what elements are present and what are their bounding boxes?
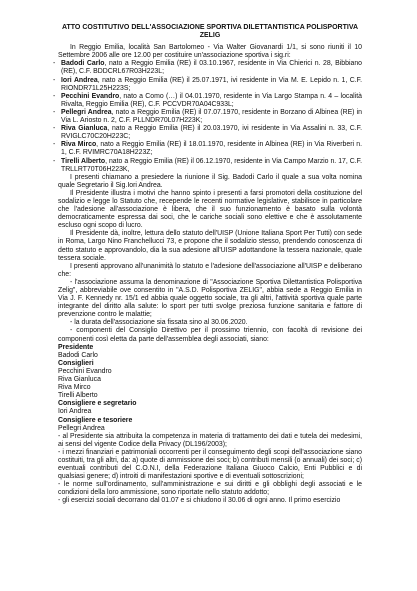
closing-paragraph: - gli esercizi sociali decorrano dal 01.07 e si chiudono il 30.06 di ogni anno. Il primo esercizio — [58, 497, 341, 505]
council-role: Consigliere e segretario — [58, 400, 137, 408]
body-paragraph: - l'associazione assuma la denominazione di "Associazione Sportiva Dilettantistica Polisportiva Zelig", abbreviabile ove consentito in "A.S.D. Polisportiva ZELIG", abbia sede a Reggio Emilia in Via J. F. Kennedy nr. 15/1 ed abbia quale oggetto sociale, tra gli altri, l'attività sportiva quale parte integrante del diritto alla salute: lo sport per tutti svolge preziosa funzione sanitaria e fattore di prevenzione contro le malattie; — [58, 278, 362, 319]
founder-name: Iori Andrea — [61, 76, 98, 84]
body-paragraph: Il Presidente dà, inoltre, lettura dello statuto dell'UISP (Unione Italiana Sport Per Tutti) con sede in Roma, Largo Nino Franchellucci 73, e propone che il sodalizio stesso, prendendo conoscenza di detto statuto e approvandolo, dia la sua adesione all'UISP adottandone la tessera nazionale, quale tessera sociale. — [58, 230, 362, 262]
founder-details: , nato a Reggio Emilia (RE) il 25.07.1971, ivi residente in Via M. E. Lepido n. 1, C.F. RIONDR71L25H223S; — [61, 76, 363, 92]
body-paragraph: I presenti approvano all'unanimità lo statuto e l'adesione dell'associazione all'UISP e deliberano che: — [58, 262, 362, 278]
founder-details: , nato a Reggio Emilia (RE) il 06.12.1970, residente in Via Campo Marzio n. 17, C.F. TRLLRT70T06H223K, — [61, 157, 362, 173]
body-paragraph: - componenti del Consiglio Direttivo per il prossimo triennio, con facoltà di revisione dei componenti così eletta da parte dell'assemblea degli associati, siano: — [58, 327, 362, 343]
closing-paragraph: - le norme sull'ordinamento, sull'amministrazione e sui diritti e gli obblighi degli associati e le condizioni della loro ammissione, sono riportate nello statuto addotto; — [58, 481, 362, 497]
founder-name: Badodi Carlo — [61, 60, 105, 68]
document-title: ATTO COSTITUTIVO DELL'ASSOCIAZIONE SPORTIVA DILETTANTISTICA POLISPORTIVA ZELIG — [61, 24, 359, 40]
founder-item: - Iori Andrea, nato a Reggio Emilia (RE) il 25.07.1971, ivi residente in Via M. E. Lepido n. 1, C.F. RIONDR71L25H223S; — [53, 76, 363, 92]
council-list — [58, 344, 362, 433]
founder-name: Tirelli Alberto — [61, 157, 106, 165]
council-member: Tirelli Alberto — [58, 392, 98, 400]
founder-name: Pecchini Evandro — [61, 92, 120, 100]
founder-item: - Riva Gianluca, nato a Reggio Emilia (RE) il 20.03.1970, ivi residente in Via Assalini n. 33, C.F. RVIGLC70C20H223C; — [53, 125, 362, 141]
council-member: Pecchini Evandro — [58, 367, 112, 375]
founder-details: , nato a Reggio Emilia (RE) il 07.07.1970, residente in Borzano di Albinea (RE) in Via L. Ariosto n. 2, C.F. PLLNDR70L07H223K; — [61, 108, 362, 125]
closing-paragraph: - i mezzi finanziari e patrimoniali occorrenti per il conseguimento degli scopi dell'associazione siano costituiti, tra gli altri, da: a) quote di ammissione dei soci; b) contributi mensili (o annuali) dei soci; c) eventuali contributi del C.O.N.I, della Federazione Italiana Giuoco Calcio, Enti Pubblici e di qualsiasi genere; d) introiti di manifestazioni sportive e di eventuali sottoscrizioni; — [58, 448, 362, 481]
council-member: Iori Andrea — [58, 408, 92, 416]
founder-item: - Badodi Carlo, nato a Reggio Emilia (RE) il 03.10.1967, residente in Via Chierici n. 28, Bibbiano (RE), C.F. BDDCRL67R03H223L; — [53, 60, 362, 76]
founder-details: , nato a Como (…) il 04.01.1970, residente in Via Largo Stampa n. 4 – località Rivalta, Reggio Emilia (RE), C.F. PCCVDR70A04C933L; — [61, 92, 362, 108]
founder-item: - Pecchini Evandro, nato a Como (…) il 04.01.1970, residente in Via Largo Stampa n. 4 – località Rivalta, Reggio Emilia (RE), C.F. PCCVDR70A04C933L; — [53, 92, 362, 108]
body-paragraph: Il Presidente illustra i motivi che hanno spinto i presenti a farsi promotori della costituzione del sodalizio e legge lo Statuto che, recepende le recenti normative legislative, stabilisce in particolare che l'adesione all'associazione è libera, che il suo funzionamento è basato sulla volontà democraticamente espressa dai soci, che le cariche sociali sono elettive e che è assolutamente escluso ogni scopo di lucro. — [58, 189, 362, 230]
intro-paragraph: In Reggio Emilia, località San Bartolomeo - Via Walter Giovanardi 1/1, si sono riuniti il 10 Settembre 2006 alle ore 12.00 per costituire un'associazione sportiva i sig.ri: — [58, 44, 362, 60]
closing-paragraph: - al Presidente sia attribuita la competenza in materia di trattamento dei dati e tutela dei medesimi, ai sensi del vigente Codice della Privacy (DL196/2003); — [58, 432, 362, 448]
founder-details: , nato a Reggio Emilia (RE) il 20.03.1970, ivi residente in Via Assalini n. 33, C.F. RVIGLC70C20H223C; — [61, 125, 362, 141]
founder-details: , nato a Reggio Emilia (RE) il 03.10.1967, residente in Via Chierici n. 28, Bibbiano (RE), C.F. BDDCRL67R03H223L; — [61, 60, 362, 76]
council-role: Consigliere e tesoriere — [58, 416, 133, 424]
founder-name: Pellegri Andrea — [61, 108, 112, 116]
council-member: Badodi Carlo — [58, 351, 98, 359]
council-member: Riva Mirco — [58, 384, 91, 392]
founder-name: Riva Gianluca — [61, 125, 108, 133]
council-member: Riva Gianluca — [58, 376, 101, 384]
body-paragraph: - la durata dell'associazione sia fissata sino al 30.06.2020. — [70, 319, 248, 327]
council-member: Pellegri Andrea — [58, 424, 105, 432]
founder-name: Riva Mirco — [61, 141, 97, 149]
body-paragraph: I presenti chiamano a presiedere la riunione il Sig. Badodi Carlo il quale a sua volta nomina quale Segretario il Sig.Iori Andrea. — [58, 173, 362, 189]
founder-details: , nato a Reggio Emilia (RE) il 18.01.1970, residente in Albinea (RE) in Via Riverberi n. 1, C.F. RVIMRC70A18H223Z; — [61, 141, 362, 157]
document-page — [53, 24, 363, 506]
founders-list — [53, 60, 363, 173]
founder-item: - Riva Mirco, nato a Reggio Emilia (RE) il 18.01.1970, residente in Albinea (RE) in Via Riverberi n. 1, C.F. RVIMRC70A18H223Z; — [53, 141, 362, 157]
founder-item: - Pellegri Andrea, nato a Reggio Emilia (RE) il 07.07.1970, residente in Borzano di Albinea (RE) in Via L. Ariosto n. 2, C.F. PLLNDR70L07H223K; — [53, 108, 362, 125]
council-role: Presidente — [58, 343, 94, 351]
council-role: Consiglieri — [58, 359, 94, 367]
founder-item: - Tirelli Alberto, nato a Reggio Emilia (RE) il 06.12.1970, residente in Via Campo Marzio n. 17, C.F. TRLLRT70T06H223K, — [53, 157, 362, 173]
